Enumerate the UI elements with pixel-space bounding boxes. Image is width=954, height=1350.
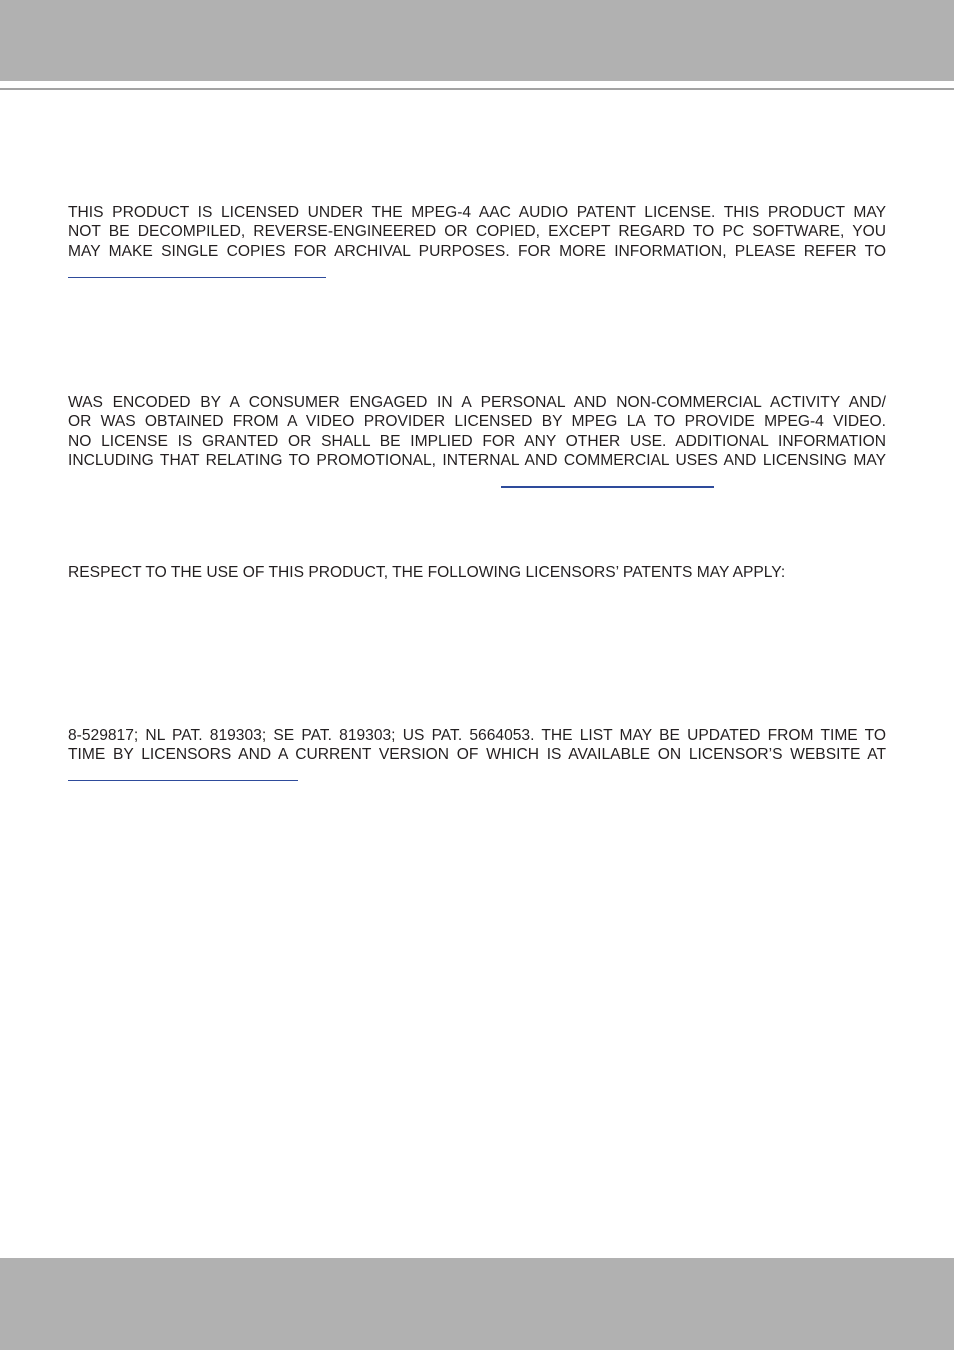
mpeg4-line-4: INCLUDING THAT RELATING TO PROMOTIONAL, INTERNAL AND COMMERCIAL USES AND LICENSING MAY xyxy=(68,451,886,469)
footer-band xyxy=(0,1258,954,1350)
mpeg4-visual-paragraph xyxy=(68,393,886,470)
mpeg4-link-underline[interactable] xyxy=(501,486,714,488)
patents-paragraph xyxy=(68,726,886,765)
header-band xyxy=(0,0,954,81)
aac-line-2: NOT BE DECOMPILED, REVERSE-ENGINEERED OR COPIED, EXCEPT REGARD TO PC SOFTWARE, YOU xyxy=(68,223,886,241)
aac-license-paragraph xyxy=(68,203,886,261)
mpeg4-line-1: WAS ENCODED BY A CONSUMER ENGAGED IN A PERSONAL AND NON-COMMERCIAL ACTIVITY AND/ xyxy=(68,394,886,411)
patents-line-1: 8-529817; NL PAT. 819303; SE PAT. 819303; US PAT. 5664053. THE LIST MAY BE UPDATED FROM TIME TO xyxy=(68,727,886,744)
aac-link-underline[interactable] xyxy=(68,277,326,278)
aac-line-3: MAY MAKE SINGLE COPIES FOR ARCHIVAL PURPOSES. FOR MORE INFORMATION, PLEASE REFER TO xyxy=(68,242,886,260)
licensors-line-1: RESPECT TO THE USE OF THIS PRODUCT, THE FOLLOWING LICENSORS’ PATENTS MAY APPLY: xyxy=(68,564,786,581)
mpeg4-line-2: OR WAS OBTAINED FROM A VIDEO PROVIDER LICENSED BY MPEG LA TO PROVIDE MPEG-4 VIDEO. xyxy=(68,413,886,431)
header-divider xyxy=(0,88,954,90)
patents-line-2: TIME BY LICENSORS AND A CURRENT VERSION OF WHICH IS AVAILABLE ON LICENSOR’S WEBSITE AT xyxy=(68,746,886,764)
licensors-paragraph xyxy=(68,563,886,582)
mpeg4-line-3: NO LICENSE IS GRANTED OR SHALL BE IMPLIED FOR ANY OTHER USE. ADDITIONAL INFORMATION xyxy=(68,432,886,450)
aac-line-1: THIS PRODUCT IS LICENSED UNDER THE MPEG-4 AAC AUDIO PATENT LICENSE. THIS PRODUCT MAY xyxy=(68,204,886,221)
licensor-website-link-underline[interactable] xyxy=(68,780,298,781)
